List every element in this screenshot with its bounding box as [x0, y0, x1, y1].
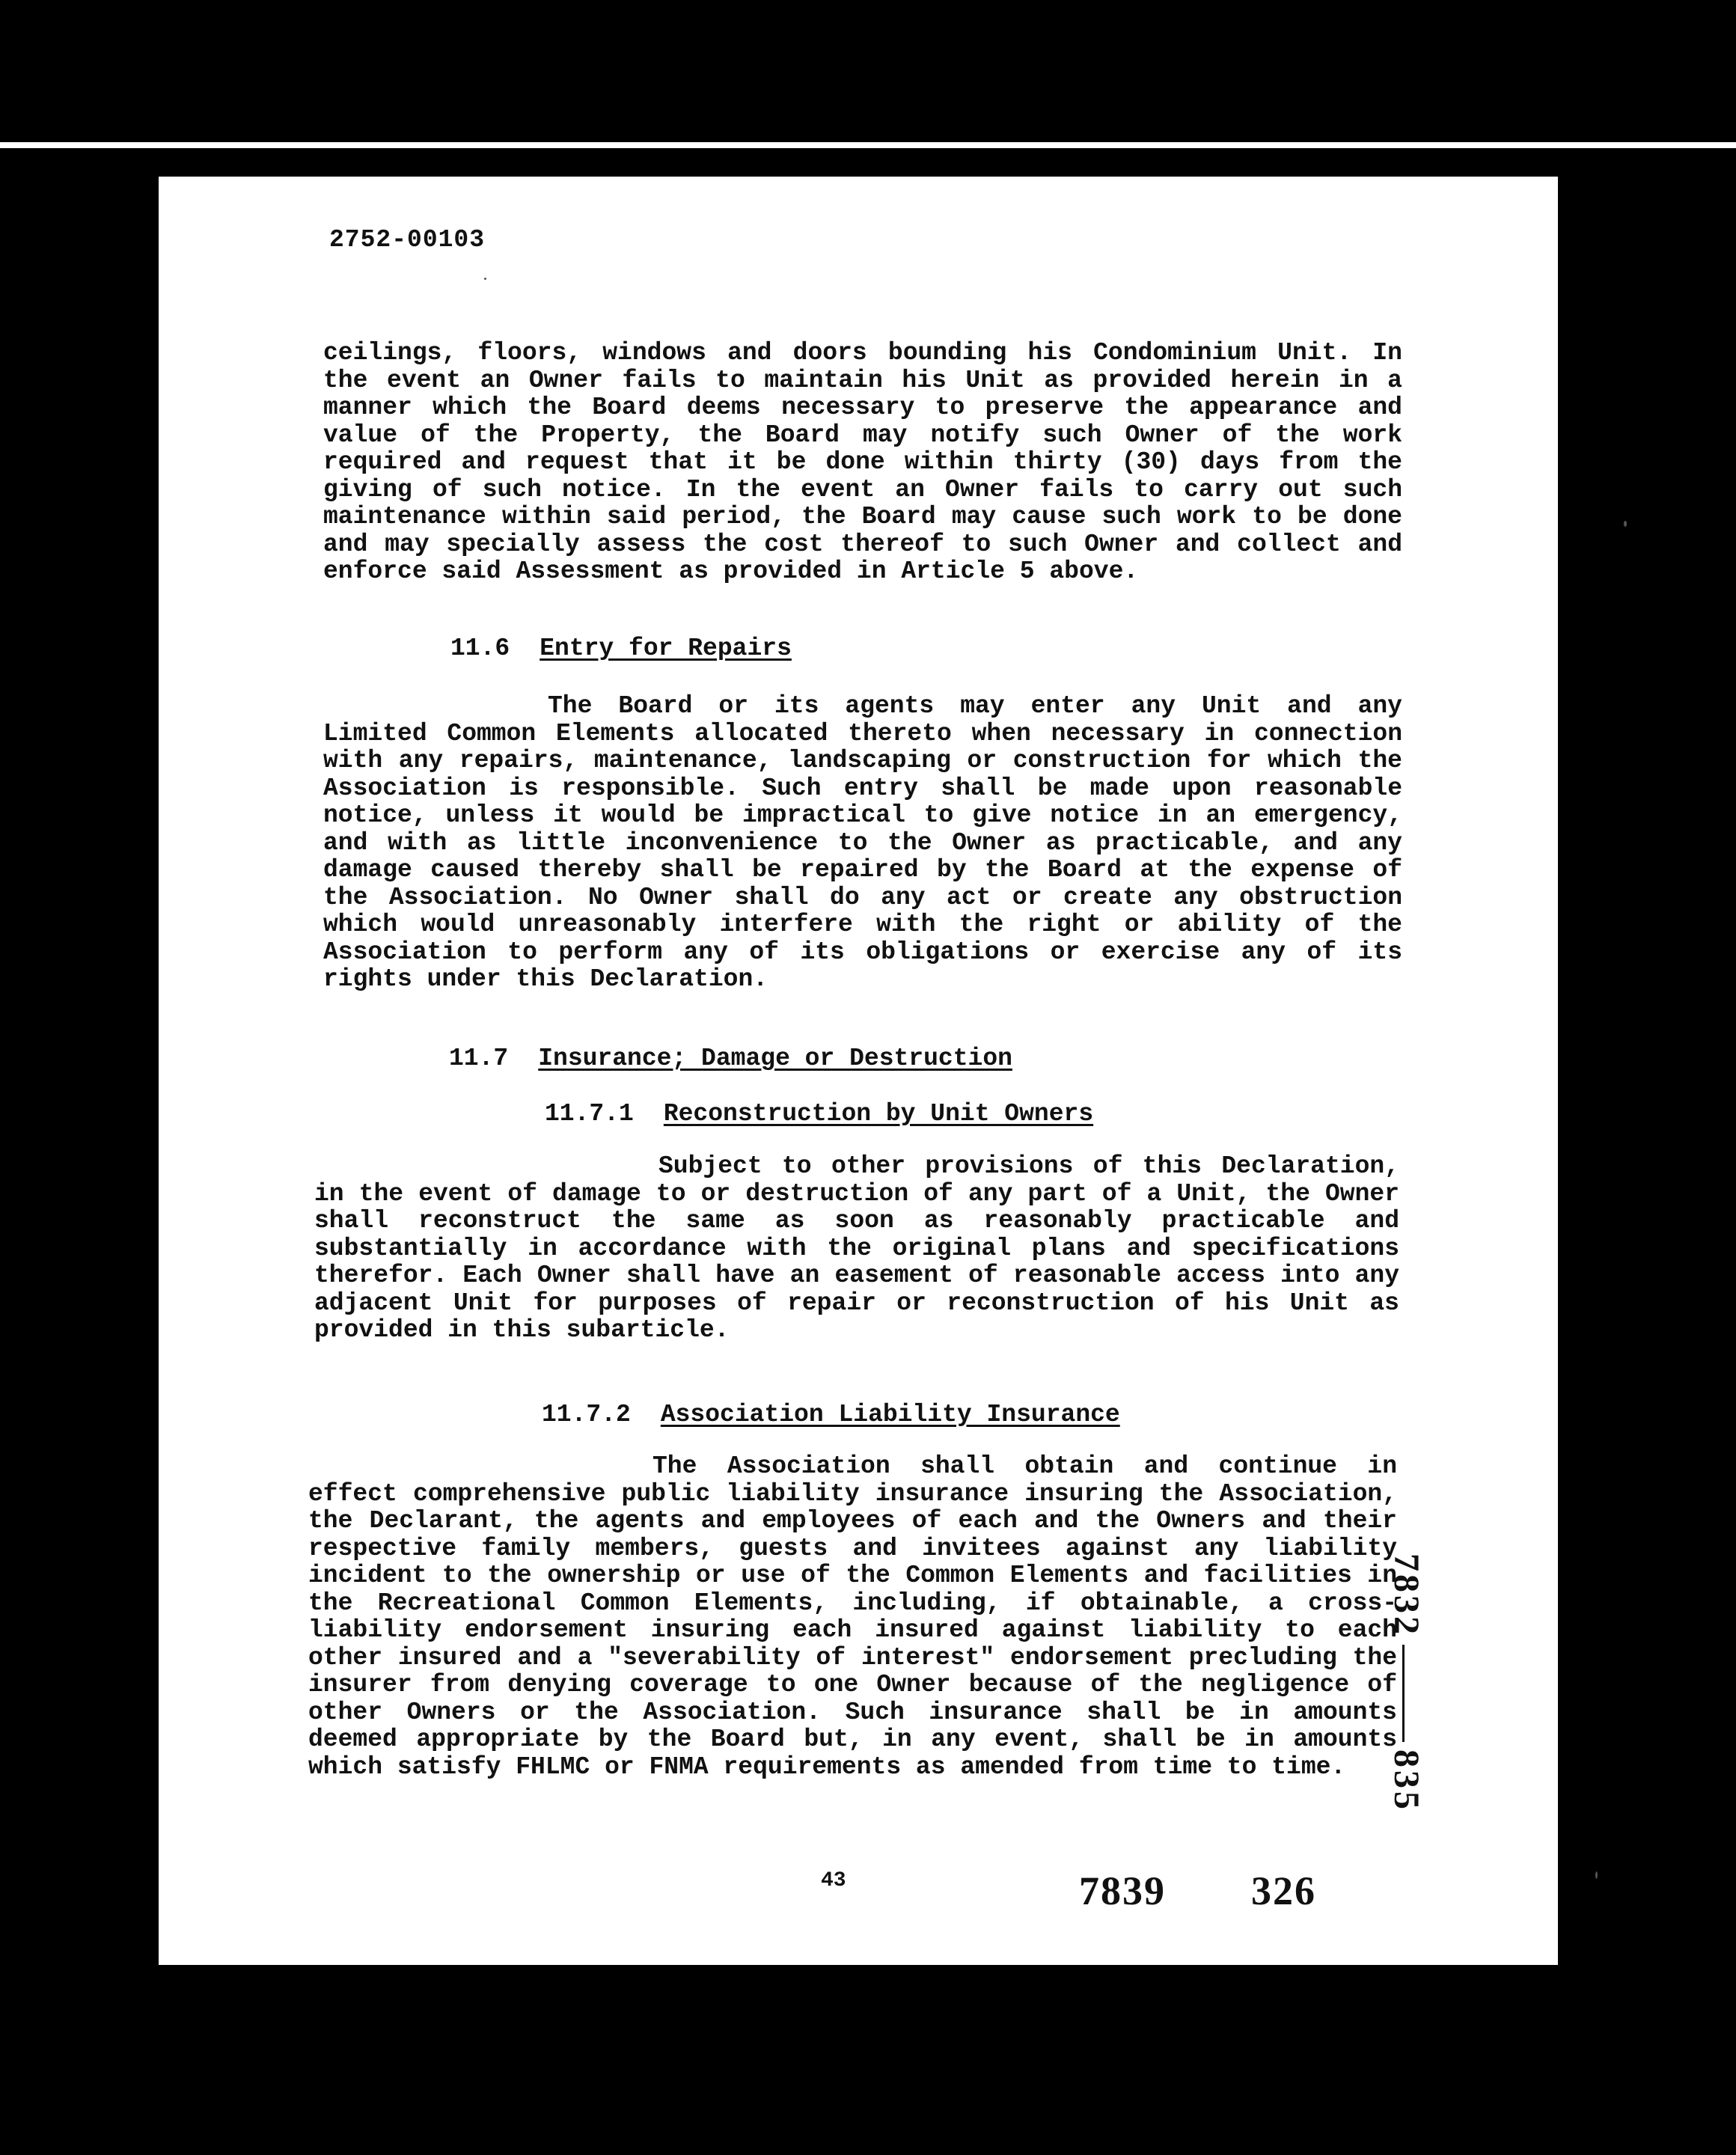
section-heading-11-7-2	[542, 1401, 1120, 1428]
section-body-11-7-2: The Association shall obtain and continue in effect comprehensive public liability insurance insuring the Association, the Declarant, the agents and employees of each and the Owners and their respective family members, guests and invitees against any liability incident to the ownership or use of the Common Elements and facilities in the Recreational Common Elements, including, if obtainable, a cross-liability endorsement insuring each insured against liability to each other insured and a "severability of interest" endorsement precluding the insurer from denying coverage to one Owner because of the negligence of other Owners or the Association. Such insurance shall be in amounts deemed appropriate by the Board but, in any event, shall be in amounts which satisfy FHLMC or FNMA requirements as amended from time to time.	[308, 1452, 1397, 1781]
scan-speck	[1595, 1871, 1598, 1879]
section-heading-11-7	[449, 1045, 1012, 1072]
section-title: Reconstruction by Unit Owners	[663, 1100, 1094, 1128]
section-body-11-7-1: Subject to other provisions of this Declaration, in the event of damage to or destruction of any part of a Unit, the Owner shall reconstruct the same as soon as reasonably practicable and substantially in accordance with the original plans and specifications therefor. Each Owner shall have an easement of reasonable access into any adjacent Unit for purposes of repair or reconstruction of his Unit as provided in this subarticle.	[314, 1152, 1399, 1344]
margin-recording-stamp	[1386, 1553, 1427, 1812]
section-number: 11.6	[450, 635, 510, 662]
recording-stamp-left: 7839	[1079, 1868, 1166, 1913]
recording-stamp-right: 326	[1251, 1868, 1316, 1913]
scan-border-line	[0, 142, 1736, 148]
section-number: 11.7.1	[545, 1100, 634, 1128]
document-id: 2752-00103	[329, 226, 486, 254]
document-page	[159, 177, 1558, 1965]
section-number: 11.7.2	[542, 1401, 631, 1428]
section-title: Entry for Repairs	[540, 635, 792, 662]
section-body-11-6: The Board or its agents may enter any Unit and any Limited Common Elements allocated thereto when necessary in connection with any repairs, maintenance, landscaping or construction for which the Association is responsible. Such entry shall be made upon reasonable notice, unless it would be impractical to give notice in an emergency, and with as little inconvenience to the Owner as practicable, and any damage caused thereby shall be repaired by the Board at the expense of the Association. No Owner shall do any act or create any obstruction which would unreasonably interfere with the right or ability of the Association to perform any of its obligations or exercise any of its rights under this Declaration.	[323, 692, 1402, 993]
section-number: 11.7	[449, 1045, 509, 1072]
scan-speck	[484, 278, 486, 280]
margin-stamp-left: 7832	[1387, 1553, 1426, 1637]
section-heading-11-7-1	[545, 1100, 1093, 1128]
opening-paragraph: ceilings, floors, windows and doors bounding his Condominium Unit. In the event an Owner fails to maintain his Unit as provided herein in a manner which the Board deems necessary to preserve the appearance and value of the Property, the Board may notify such Owner of the work required and request that it be done within thirty (30) days from the giving of such notice. In the event an Owner fails to carry out such maintenance within said period, the Board may cause such work to be done and may specially assess the cost thereof to such Owner and collect and enforce said Assessment as provided in Article 5 above.	[323, 339, 1402, 585]
section-heading-11-6	[450, 635, 792, 662]
section-title: Insurance; Damage or Destruction	[538, 1045, 1012, 1072]
page-number: 43	[821, 1869, 846, 1892]
margin-stamp-right: 835	[1387, 1749, 1426, 1812]
margin-stamp-rule	[1402, 1645, 1427, 1742]
scan-speck	[1624, 521, 1627, 527]
section-title: Association Liability Insurance	[660, 1401, 1120, 1428]
